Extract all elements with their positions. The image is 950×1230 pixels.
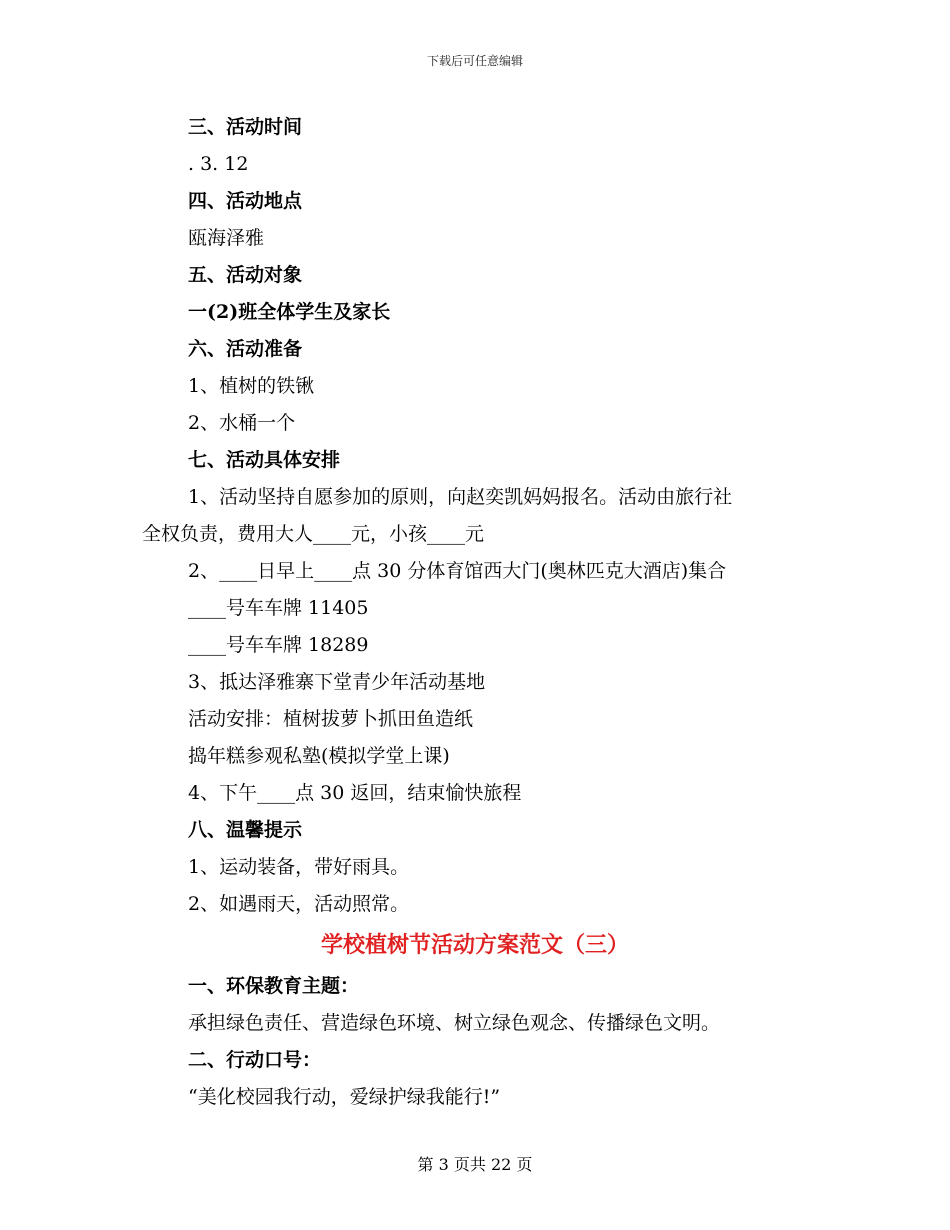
part-heading-theme: 一、环保教育主题： (188, 975, 360, 997)
activity-participants: 一(2)班全体学生及家长 (188, 301, 391, 323)
activity-arrangement-2: 捣年糕参观私塾(模拟学堂上课) (188, 745, 450, 767)
activity-location: 瓯海泽雅 (188, 227, 265, 249)
schedule-item-1-line-1: 1、活动坚持自愿参加的原则，向赵奕凯妈妈报名。活动由旅行社 (188, 486, 733, 508)
section-heading-schedule: 七、活动具体安排 (188, 449, 341, 471)
section-heading-preparation: 六、活动准备 (188, 338, 303, 360)
schedule-item-1-line-2: 全权负责，费用大人____元，小孩____元 (142, 523, 485, 545)
tip-item: 2、如遇雨天，活动照常。 (188, 893, 410, 915)
page-header: 下载后可任意编辑 (426, 54, 523, 68)
preparation-item: 2、水桶一个 (188, 412, 296, 434)
section-heading-tips: 八、温馨提示 (188, 819, 303, 841)
activity-arrangement-1: 活动安排：植树拔萝卜抓田鱼造纸 (188, 708, 474, 730)
section-heading-time: 三、活动时间 (188, 116, 303, 138)
schedule-item-4: 4、下午____点 30 返回，结束愉快旅程 (188, 782, 522, 804)
part-heading-slogan: 二、行动口号： (188, 1049, 322, 1071)
schedule-item-3: 3、抵达泽雅寨下堂青少年活动基地 (188, 671, 486, 693)
document-title: 学校植树节活动方案范文（三） (320, 932, 629, 958)
preparation-item: 1、植树的铁锹 (188, 375, 315, 397)
activity-date: . 3. 12 (188, 153, 249, 175)
slogan-text: “美化校园我行动，爱绿护绿我能行!” (188, 1086, 501, 1108)
tip-item: 1、运动装备，带好雨具。 (188, 856, 410, 878)
schedule-item-2: 2、____日早上____点 30 分体育馆西大门(奥林匹克大酒店)集合 (188, 560, 727, 582)
bus-plate-1: ____号车车牌 11405 (188, 597, 369, 619)
theme-text: 承担绿色责任、营造绿色环境、树立绿色观念、传播绿色文明。 (188, 1012, 721, 1034)
section-heading-participants: 五、活动对象 (188, 264, 303, 286)
bus-plate-2: ____号车车牌 18289 (188, 634, 369, 656)
section-heading-location: 四、活动地点 (188, 190, 303, 212)
page-footer: 第 3 页共 22 页 (417, 1155, 533, 1174)
